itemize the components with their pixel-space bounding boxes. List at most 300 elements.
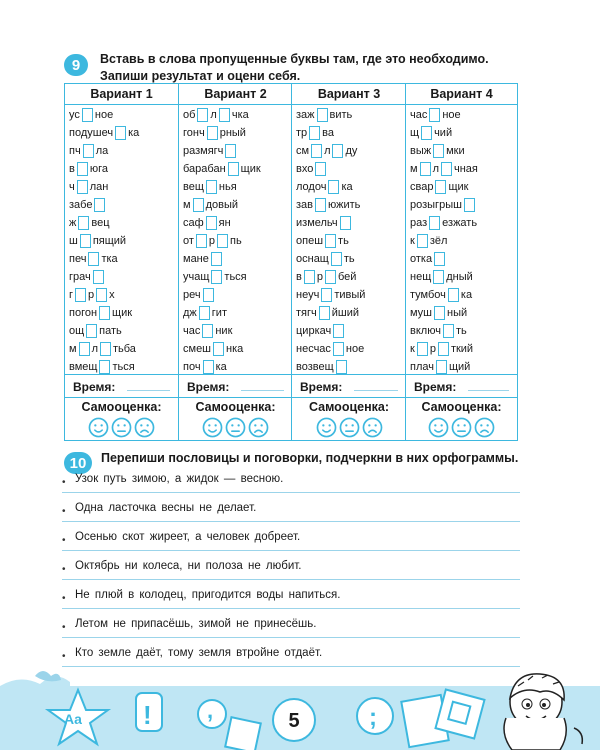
variant-title: Вариант 3 (292, 84, 406, 105)
neutral-face-icon[interactable] (111, 417, 132, 438)
word-fragment: учащ (183, 270, 210, 283)
word-fragment: щик (448, 180, 469, 193)
word-fragment: пь (230, 234, 242, 247)
word-fragment: довый (205, 198, 238, 211)
word-fragment: отка (410, 252, 433, 265)
letter-gap-box[interactable] (311, 144, 322, 158)
word-fragment: юга (89, 162, 108, 175)
time-field[interactable] (179, 374, 292, 398)
word-fragment: ка (215, 360, 227, 373)
letter-gap-box[interactable] (211, 252, 222, 266)
word-row (296, 268, 406, 286)
writing-line[interactable] (62, 579, 520, 580)
word-fragment: измельч (296, 216, 338, 229)
writing-line[interactable] (62, 608, 520, 609)
word-row (69, 106, 178, 124)
smile-face-icon[interactable] (316, 417, 337, 438)
word-fragment: тка (101, 252, 118, 265)
letter-gap-box[interactable] (434, 252, 445, 266)
letter-gap-box[interactable] (421, 126, 432, 140)
word-fragment: м (183, 198, 191, 211)
word-fragment: лодоч (296, 180, 327, 193)
word-row (183, 178, 292, 196)
word-fragment: ться (112, 360, 135, 373)
word-fragment: х (109, 288, 115, 301)
letter-gap-box[interactable] (441, 162, 452, 176)
bullet-marker: • (62, 593, 66, 604)
word-fragment: свар (410, 180, 434, 193)
letter-gap-box[interactable] (83, 144, 94, 158)
footer-decoration (0, 668, 600, 750)
letter-gap-box[interactable] (317, 108, 328, 122)
writing-line[interactable] (62, 550, 520, 551)
word-fragment: размягч (183, 144, 224, 157)
proverb-item (62, 526, 520, 555)
word-row (296, 124, 406, 142)
word-fragment: неуч (296, 288, 320, 301)
word-fragment: барабан (183, 162, 226, 175)
self-assessment-label: Самооценка: (421, 400, 502, 414)
letter-gap-box[interactable] (328, 180, 339, 194)
word-fragment: плач (410, 360, 434, 373)
word-fragment: йший (331, 306, 360, 319)
word-fragment: ж (69, 216, 77, 229)
word-row (69, 286, 178, 304)
time-field[interactable] (65, 374, 178, 398)
word-row (296, 286, 406, 304)
proverb-item (62, 642, 520, 671)
self-assessment-faces (65, 417, 178, 438)
letter-gap-box[interactable] (417, 342, 428, 356)
letter-gap-box[interactable] (319, 306, 330, 320)
word-fragment: лан (89, 180, 109, 193)
letter-gap-box[interactable] (333, 324, 344, 338)
proverb-text: Не плюй в колодец, пригодится воды напиться. (75, 589, 341, 601)
comma-glyph: , (207, 698, 214, 723)
letter-gap-box[interactable] (315, 162, 326, 176)
proverbs-list (62, 468, 520, 671)
word-row (296, 322, 406, 340)
word-row (69, 142, 178, 160)
writing-line[interactable] (62, 637, 520, 638)
word-fragment: от (183, 234, 194, 247)
word-fragment: р (429, 342, 436, 355)
word-fragment: раз (410, 216, 428, 229)
word-row (410, 286, 517, 304)
word-fragment: ное (345, 342, 365, 355)
writing-line[interactable] (62, 666, 520, 667)
word-fragment: р (208, 234, 216, 247)
letter-gap-box[interactable] (332, 144, 343, 158)
word-row (296, 232, 406, 250)
word-fragment: мане (183, 252, 209, 265)
word-row (410, 268, 517, 286)
self-assessment-label: Самооценка: (308, 400, 390, 414)
word-row (69, 196, 178, 214)
word-fragment: ть (338, 234, 349, 247)
letter-gap-box[interactable] (94, 198, 105, 212)
word-fragment: ш (69, 234, 78, 247)
word-fragment: опеш (296, 234, 324, 247)
word-fragment: тумбоч (410, 288, 446, 301)
word-row (410, 322, 517, 340)
word-fragment: включ (410, 324, 441, 337)
word-row (410, 250, 517, 268)
letter-gap-box[interactable] (225, 144, 236, 158)
letter-gap-box[interactable] (75, 288, 86, 302)
word-fragment: гит (211, 306, 227, 319)
proverb-text: Одна ласточка весны не делает. (75, 502, 257, 514)
word-fragment: розыгрыш (410, 198, 462, 211)
letter-gap-box[interactable] (196, 234, 207, 248)
task-9-instruction (100, 51, 489, 85)
self-assessment-faces (179, 417, 292, 438)
word-row (69, 304, 178, 322)
writing-line[interactable] (62, 492, 520, 493)
word-row (183, 196, 292, 214)
word-fragment: л (210, 108, 217, 121)
letter-gap-box[interactable] (77, 162, 88, 176)
letter-gap-box[interactable] (211, 270, 222, 284)
sad-face-icon[interactable] (474, 417, 495, 438)
letter-gap-box[interactable] (304, 270, 315, 284)
letter-gap-box[interactable] (213, 342, 224, 356)
letter-gap-box[interactable] (80, 234, 91, 248)
proverb-item (62, 468, 520, 497)
letter-gap-box[interactable] (79, 342, 90, 356)
word-fragment: выж (410, 144, 432, 157)
word-row (69, 268, 178, 286)
letter-gap-box[interactable] (436, 360, 447, 374)
word-fragment: мки (446, 144, 465, 157)
proverb-item (62, 555, 520, 584)
letter-gap-box[interactable] (340, 216, 351, 230)
variant-column-1 (65, 84, 178, 440)
word-fragment: печ (69, 252, 87, 265)
word-fragment: м (410, 162, 418, 175)
word-fragment: вещ (183, 180, 204, 193)
page-number: 5 (272, 698, 316, 742)
smile-face-icon[interactable] (202, 417, 223, 438)
letter-gap-box[interactable] (99, 306, 110, 320)
word-fragment: зав (296, 198, 314, 211)
word-fragment: ч (69, 180, 75, 193)
letter-gap-box[interactable] (217, 234, 228, 248)
task-9-line-1: Вставь в слова пропущенные буквы там, где это необходимо. (100, 52, 489, 66)
word-fragment: ощ (69, 324, 85, 337)
word-fragment: пч (69, 144, 81, 157)
word-fragment: дж (183, 306, 197, 319)
word-row (69, 160, 178, 178)
word-fragment: вхо (296, 162, 314, 175)
word-fragment: вец (91, 216, 110, 229)
letter-gap-box[interactable] (448, 288, 459, 302)
word-fragment: зёл (429, 234, 448, 247)
bullet-marker: • (62, 622, 66, 633)
word-row (69, 214, 178, 232)
semicolon-glyph: ; (369, 704, 377, 731)
letter-gap-box[interactable] (433, 270, 444, 284)
word-row (296, 304, 406, 322)
word-fragment: поч (183, 360, 201, 373)
word-fragment: см (296, 144, 310, 157)
word-row (296, 340, 406, 358)
word-row (410, 178, 517, 196)
word-row (296, 178, 406, 196)
word-fragment: щик (240, 162, 261, 175)
letter-gap-box[interactable] (77, 180, 88, 194)
time-label: Время: (300, 380, 343, 394)
word-fragment: тр (296, 126, 308, 139)
time-write-line (241, 390, 284, 391)
letter-gap-box[interactable] (78, 216, 89, 230)
letter-gap-box[interactable] (86, 324, 97, 338)
word-fragment: саф (183, 216, 204, 229)
smile-face-icon[interactable] (428, 417, 449, 438)
word-fragment: заж (296, 108, 315, 121)
word-row (410, 232, 517, 250)
word-fragment: рный (219, 126, 246, 139)
word-fragment: вмещ (69, 360, 98, 373)
word-fragment: южить (328, 198, 361, 211)
letter-gap-box[interactable] (197, 108, 208, 122)
aa-label: Aa (64, 711, 82, 727)
proverb-text: Кто земле даёт, тому земля втройне отдаёт. (75, 647, 323, 659)
word-fragment: л (324, 144, 331, 157)
word-row (183, 214, 292, 232)
word-fragment: смеш (183, 342, 212, 355)
letter-gap-box[interactable] (206, 180, 217, 194)
word-fragment: г (69, 288, 74, 301)
word-fragment: чная (453, 162, 478, 175)
word-row (296, 106, 406, 124)
word-fragment: ться (224, 270, 247, 283)
letter-gap-box[interactable] (464, 198, 475, 212)
task-9-line-2: Запиши результат и оцени себя. (100, 69, 301, 83)
word-row (296, 250, 406, 268)
word-fragment: ка (341, 180, 353, 193)
word-fragment: ла (95, 144, 109, 157)
word-row (183, 340, 292, 358)
letter-gap-box[interactable] (203, 288, 214, 302)
word-row (410, 304, 517, 322)
sad-face-icon[interactable] (248, 417, 269, 438)
variant-title: Вариант 4 (406, 84, 517, 105)
time-field[interactable] (406, 374, 517, 398)
letter-gap-box[interactable] (203, 360, 214, 374)
letter-gap-box[interactable] (325, 270, 336, 284)
word-fragment: р (88, 288, 95, 301)
word-row (296, 196, 406, 214)
proverb-item (62, 497, 520, 526)
word-fragment: щий (448, 360, 471, 373)
letter-gap-box[interactable] (443, 324, 454, 338)
word-fragment: нья (218, 180, 237, 193)
word-row (69, 340, 178, 358)
time-label: Время: (414, 380, 457, 394)
word-fragment: забе (69, 198, 93, 211)
word-fragment: подушеч (69, 126, 114, 139)
letter-gap-box[interactable] (420, 162, 431, 176)
time-label: Время: (73, 380, 116, 394)
smile-face-icon[interactable] (88, 417, 109, 438)
word-fragment: оснащ (296, 252, 329, 265)
writing-line[interactable] (62, 521, 520, 522)
letter-gap-box[interactable] (333, 342, 344, 356)
letter-gap-box[interactable] (206, 216, 217, 230)
letter-gap-box[interactable] (228, 162, 239, 176)
bullet-marker: • (62, 477, 66, 488)
time-write-line (127, 390, 170, 391)
word-fragment: ян (218, 216, 231, 229)
letter-gap-box[interactable] (193, 198, 204, 212)
word-fragment: ник (215, 324, 233, 337)
self-assessment-faces (406, 417, 517, 438)
word-fragment: грач (69, 270, 91, 283)
word-fragment: щик (112, 306, 133, 319)
letter-gap-box[interactable] (336, 360, 347, 374)
neutral-face-icon[interactable] (225, 417, 246, 438)
word-fragment: возвещ (296, 360, 334, 373)
time-field[interactable] (292, 374, 406, 398)
word-fragment: езжать (442, 216, 478, 229)
letter-gap-box[interactable] (315, 198, 326, 212)
task-10-number: 10 (64, 452, 92, 474)
word-row (69, 250, 178, 268)
task-10-instruction: Перепиши пословицы и поговорки, подчеркни в них орфограммы. (101, 451, 519, 465)
variants-table (64, 83, 518, 441)
exclamation-glyph: ! (143, 700, 152, 730)
word-fragment: к (410, 234, 415, 247)
letter-gap-box[interactable] (96, 288, 107, 302)
word-fragment: нка (226, 342, 244, 355)
word-fragment: ка (128, 126, 140, 139)
word-fragment: бей (337, 270, 357, 283)
neutral-face-icon[interactable] (339, 417, 360, 438)
word-fragment: гонч (183, 126, 205, 139)
word-row (296, 160, 406, 178)
letter-gap-box[interactable] (202, 324, 213, 338)
word-fragment: ть (343, 252, 355, 265)
word-fragment: щ (410, 126, 420, 139)
letter-gap-box[interactable] (429, 216, 440, 230)
word-fragment: к (410, 342, 415, 355)
letter-gap-box[interactable] (88, 252, 99, 266)
letter-gap-box[interactable] (82, 108, 93, 122)
word-fragment: циркач (296, 324, 332, 337)
letter-gap-box[interactable] (434, 306, 445, 320)
word-fragment: чка (231, 108, 249, 121)
letter-gap-box[interactable] (93, 270, 104, 284)
letter-gap-box[interactable] (438, 342, 449, 356)
variant-column-3 (291, 84, 406, 440)
word-fragment: дный (446, 270, 473, 283)
letter-gap-box[interactable] (309, 126, 320, 140)
letter-gap-box[interactable] (219, 108, 230, 122)
letter-gap-box[interactable] (199, 306, 210, 320)
word-fragment: ус (69, 108, 80, 121)
time-write-line (354, 390, 398, 391)
word-fragment: м (69, 342, 77, 355)
letter-gap-box[interactable] (433, 144, 444, 158)
letter-gap-box[interactable] (417, 234, 428, 248)
word-row (410, 340, 517, 358)
sad-face-icon[interactable] (134, 417, 155, 438)
word-row (183, 106, 292, 124)
bullet-marker: • (62, 535, 66, 546)
letter-gap-box[interactable] (321, 288, 332, 302)
sad-face-icon[interactable] (362, 417, 383, 438)
letter-gap-box[interactable] (331, 252, 342, 266)
word-row (69, 124, 178, 142)
neutral-face-icon[interactable] (451, 417, 472, 438)
word-row (410, 124, 517, 142)
word-fragment: пать (99, 324, 122, 337)
word-fragment: час (410, 108, 428, 121)
word-fragment: р (316, 270, 323, 283)
word-fragment: л (91, 342, 98, 355)
self-assessment-faces (292, 417, 406, 438)
variant-column-2 (178, 84, 292, 440)
letter-gap-box[interactable] (115, 126, 126, 140)
proverb-item (62, 584, 520, 613)
bullet-marker: • (62, 564, 66, 575)
word-fragment: муш (410, 306, 433, 319)
word-fragment: час (183, 324, 201, 337)
proverb-text: Осенью скот жиреет, а человек добреет. (75, 531, 301, 543)
variant-column-4 (405, 84, 517, 440)
word-row (410, 142, 517, 160)
word-fragment: в (69, 162, 75, 175)
word-fragment: несчас (296, 342, 331, 355)
word-row (183, 286, 292, 304)
word-fragment: нещ (410, 270, 432, 283)
word-fragment: тьба (112, 342, 136, 355)
variant-title: Вариант 2 (179, 84, 292, 105)
word-fragment: ду (345, 144, 358, 157)
word-row (296, 214, 406, 232)
word-fragment: ткий (450, 342, 474, 355)
self-assessment-label: Самооценка: (81, 400, 162, 414)
word-row (183, 124, 292, 142)
letter-gap-box[interactable] (100, 342, 111, 356)
word-fragment: в (296, 270, 302, 283)
task-9-number: 9 (64, 54, 88, 76)
word-fragment: ный (447, 306, 468, 319)
proverb-text: Октябрь ни колеса, ни полоза не любит. (75, 560, 302, 572)
word-fragment: ть (455, 324, 467, 337)
word-fragment: реч (183, 288, 201, 301)
word-row (69, 178, 178, 196)
word-fragment: об (183, 108, 196, 121)
letter-gap-box[interactable] (325, 234, 336, 248)
word-row (183, 160, 292, 178)
word-fragment: чий (434, 126, 453, 139)
variant-title: Вариант 1 (65, 84, 178, 105)
word-row (183, 322, 292, 340)
word-row (410, 106, 517, 124)
letter-gap-box[interactable] (435, 180, 446, 194)
letter-gap-box[interactable] (429, 108, 440, 122)
word-fragment: погон (69, 306, 98, 319)
bullet-marker: • (62, 506, 66, 517)
letter-gap-box[interactable] (99, 360, 110, 374)
word-row (69, 322, 178, 340)
word-row (296, 142, 406, 160)
letter-gap-box[interactable] (207, 126, 218, 140)
proverb-text: Летом не припасёшь, зимой не принесёшь. (75, 618, 317, 630)
word-fragment: ное (94, 108, 114, 121)
